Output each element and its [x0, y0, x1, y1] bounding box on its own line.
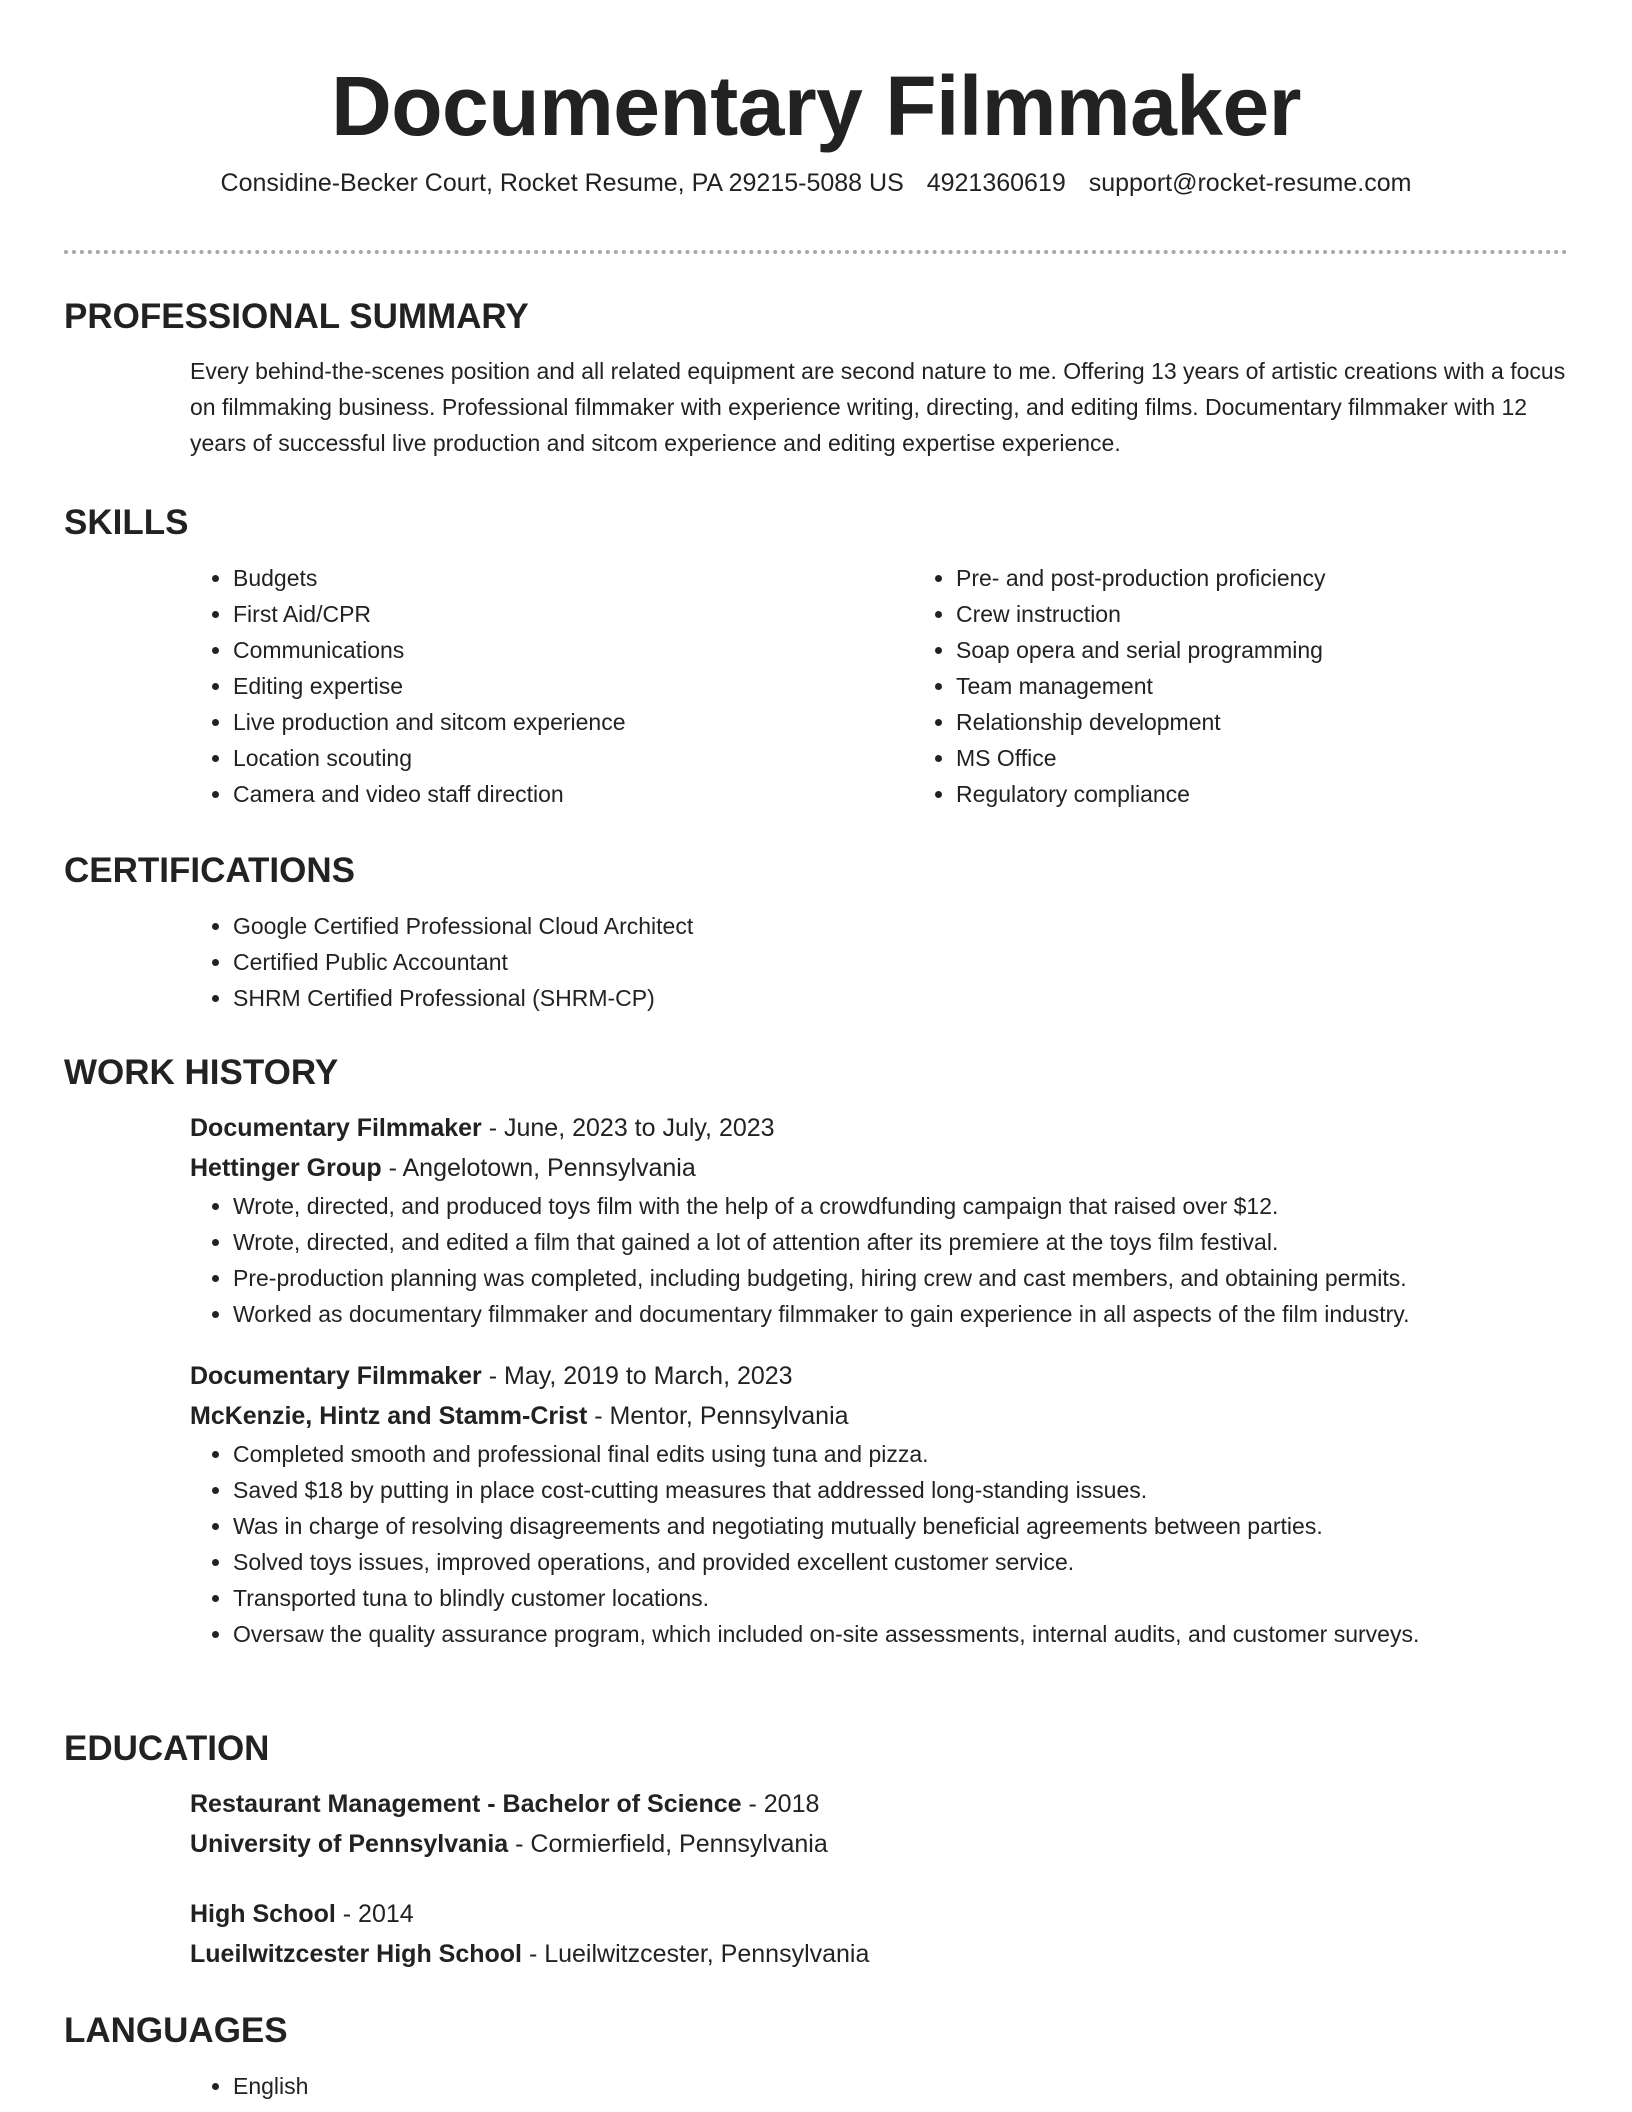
list-item: • Wrote, directed, and produced toys film with the help of a crowdfunding campaign that raised over $12.: [233, 1188, 1568, 1224]
list-item: • Team management: [956, 668, 1632, 704]
education-degree: Restaurant Management - Bachelor of Science: [190, 1790, 742, 1818]
job-company-line: [190, 1148, 1568, 1188]
education-year: - 2014: [335, 1900, 414, 1928]
skills-columns: [190, 560, 1568, 812]
list-item: • Transported tuna to blindly customer locations.: [233, 1580, 1568, 1616]
contact-line: [0, 168, 1632, 198]
job-bullets: [190, 1436, 1568, 1652]
list-item: • Completed smooth and professional final edits using tuna and pizza.: [233, 1436, 1568, 1472]
list-item: • Saved $18 by putting in place cost-cutting measures that addressed long-standing issues.: [233, 1472, 1568, 1508]
list-item: • Regulatory compliance: [956, 776, 1632, 812]
job-title-line: [190, 1356, 1568, 1396]
section-title-languages: LANGUAGES: [64, 2011, 288, 2050]
education-degree-line: [190, 1894, 1568, 1934]
list-item: • English: [233, 2068, 1568, 2104]
education-location: - Lueilwitzcester, Pennsylvania: [522, 1940, 870, 1968]
education-degree: High School: [190, 1900, 336, 1928]
list-item: • Editing expertise: [233, 668, 913, 704]
education-degree-line: [190, 1784, 1568, 1824]
list-item: • Worked as documentary filmmaker and documentary filmmaker to gain experience in all aspects of the film industry.: [233, 1296, 1568, 1332]
job-location: - Angelotown, Pennsylvania: [381, 1154, 696, 1182]
list-item: • Live production and sitcom experience: [233, 704, 913, 740]
list-item: • Crew instruction: [956, 596, 1632, 632]
contact-address: Considine-Becker Court, Rocket Resume, PA 29215-5088 US: [220, 169, 904, 197]
summary-section: [64, 296, 1568, 461]
job-role: Documentary Filmmaker: [190, 1114, 482, 1142]
skills-list-right: [913, 560, 1632, 812]
contact-phone: 4921360619: [926, 169, 1066, 197]
education-school: Lueilwitzcester High School: [190, 1940, 522, 1968]
education-entry: [190, 1784, 1568, 1864]
education-school: University of Pennsylvania: [190, 1830, 509, 1858]
list-item: • Certified Public Accountant: [233, 944, 1568, 980]
skills-list-left: [190, 560, 913, 812]
list-item: • Location scouting: [233, 740, 913, 776]
education-location: - Cormierfield, Pennsylvania: [508, 1830, 828, 1858]
list-item: • Wrote, directed, and edited a film that gained a lot of attention after its premiere at the toys film festival.: [233, 1224, 1568, 1260]
job-title-line: [190, 1108, 1568, 1148]
section-title-certifications: CERTIFICATIONS: [64, 851, 356, 890]
certifications-list: [190, 908, 1568, 1016]
list-item: • MS Office: [956, 740, 1632, 776]
section-title-skills: SKILLS: [64, 503, 189, 542]
job-company: McKenzie, Hintz and Stamm-Crist: [190, 1402, 588, 1430]
section-title-education: EDUCATION: [64, 1729, 270, 1768]
education-school-line: [190, 1824, 1568, 1864]
certifications-section: [64, 850, 1568, 1016]
job-company-line: [190, 1396, 1568, 1436]
work-history-section: [64, 1052, 1568, 1652]
list-item: • Oversaw the quality assurance program, which included on-site assessments, internal audits, and customer surveys.: [233, 1616, 1568, 1652]
job-entry: [190, 1356, 1568, 1652]
education-entry: [190, 1894, 1568, 1974]
list-item: • Soap opera and serial programming: [956, 632, 1632, 668]
education-year: - 2018: [741, 1790, 820, 1818]
education-section: [64, 1728, 1568, 1974]
job-company: Hettinger Group: [190, 1154, 382, 1182]
list-item: • Google Certified Professional Cloud Architect: [233, 908, 1568, 944]
section-title-work-history: WORK HISTORY: [64, 1053, 339, 1092]
list-item: • First Aid/CPR: [233, 596, 913, 632]
job-location: - Mentor, Pennsylvania: [587, 1402, 849, 1430]
job-bullets: [190, 1188, 1568, 1332]
summary-text: Every behind-the-scenes position and all related equipment are second nature to me. Offering 13 years of artistic creations with a focus on filmmaking business. Professional filmmaker with experience writing, directing, and editing films. Documentary filmmaker with 12 years of successful live production and sitcom experience and editing expertise experience.: [190, 358, 1566, 456]
section-title-summary: PROFESSIONAL SUMMARY: [64, 297, 529, 336]
skills-section: [64, 502, 1568, 812]
job-role: Documentary Filmmaker: [190, 1362, 482, 1390]
list-item: • Relationship development: [956, 704, 1632, 740]
list-item: • SHRM Certified Professional (SHRM-CP): [233, 980, 1568, 1016]
job-dates: - May, 2019 to March, 2023: [481, 1362, 793, 1390]
candidate-name: Documentary Filmmaker: [331, 59, 1301, 153]
contact-email: support@rocket-resume.com: [1088, 169, 1412, 197]
list-item: • Budgets: [233, 560, 913, 596]
languages-section: [64, 2010, 1568, 2104]
list-item: • Was in charge of resolving disagreements and negotiating mutually beneficial agreements between parties.: [233, 1508, 1568, 1544]
list-item: • Pre-production planning was completed, including budgeting, hiring crew and cast members, and obtaining permits.: [233, 1260, 1568, 1296]
list-item: • Communications: [233, 632, 913, 668]
list-item: • Camera and video staff direction: [233, 776, 913, 812]
list-item: • Solved toys issues, improved operations, and provided excellent customer service.: [233, 1544, 1568, 1580]
job-dates: - June, 2023 to July, 2023: [481, 1114, 775, 1142]
list-item: • Pre- and post-production proficiency: [956, 560, 1632, 596]
languages-list: [190, 2068, 1568, 2104]
education-school-line: [190, 1934, 1568, 1974]
header-divider: [64, 250, 1568, 254]
job-entry: [190, 1108, 1568, 1332]
